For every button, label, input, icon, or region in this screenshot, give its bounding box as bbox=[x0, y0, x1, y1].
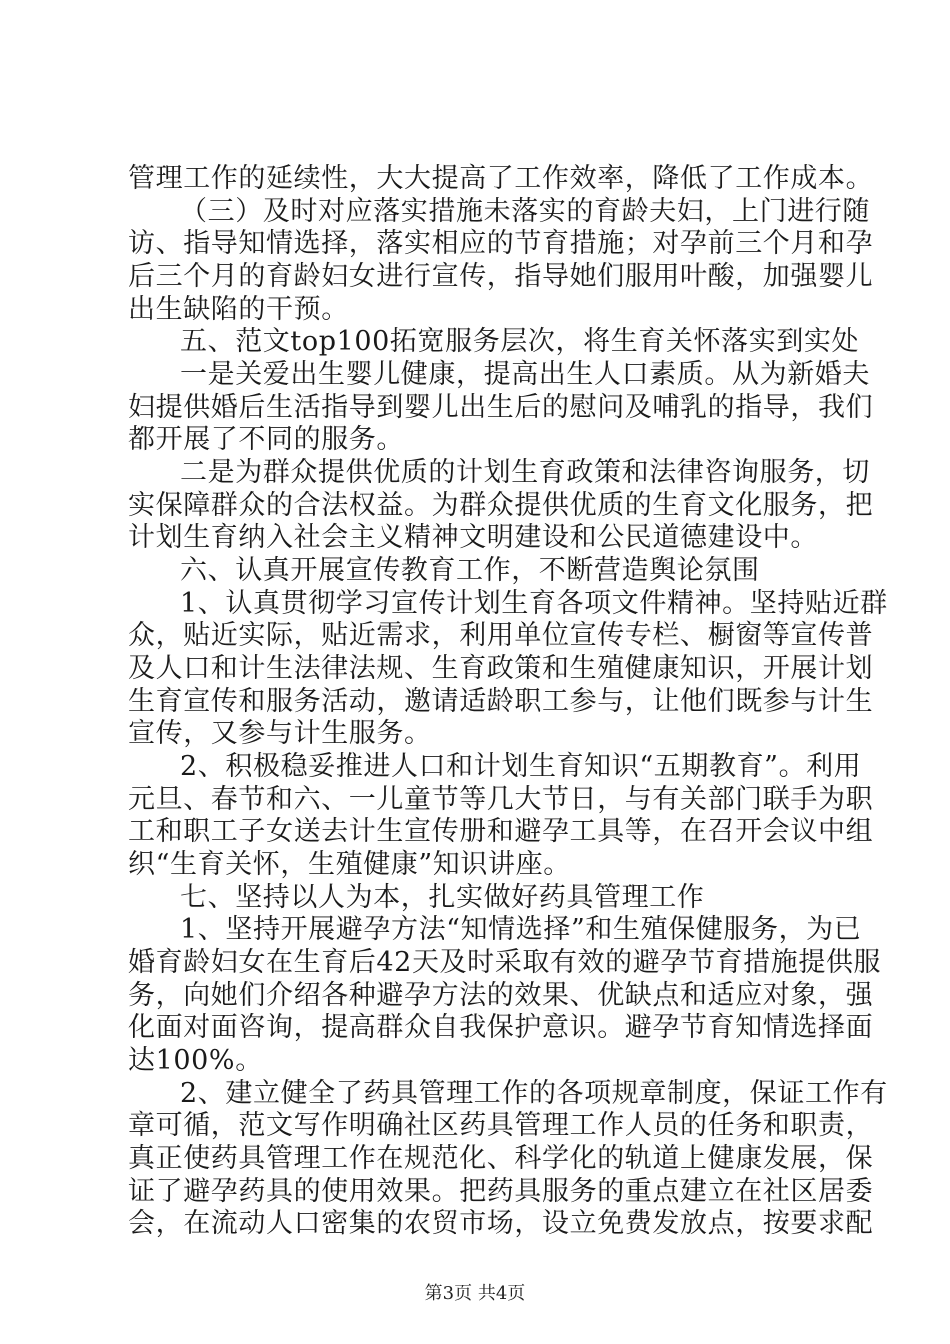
section-heading-6: 六、认真开展宣传教育工作，不断营造舆论氛围 bbox=[180, 555, 760, 586]
text-line-14: 1、认真贯彻学习宣传计划生育各项文件精神。坚持贴近群 bbox=[180, 588, 888, 619]
section-heading-5: 五、范文top100拓宽服务层次，将生育关怀落实到实处 bbox=[180, 326, 860, 357]
text-line-9: 都开展了不同的服务。 bbox=[128, 424, 404, 455]
text-line-7: 一是关爱出生婴儿健康，提高出生人口素质。从为新婚夫 bbox=[180, 359, 870, 390]
text-line-21: 工和职工子女送去计生宣传册和避孕工具等，在召开会议中组 bbox=[128, 816, 874, 847]
text-line-27: 化面对面咨询，提高群众自我保护意识。避孕节育知情选择面 bbox=[128, 1012, 874, 1043]
text-line-1: 管理工作的延续性，大大提高了工作效率，降低了工作成本。 bbox=[128, 163, 874, 194]
text-line-20: 元旦、春节和六、一儿童节等几大节日，与有关部门联手为职 bbox=[128, 784, 874, 815]
text-line-11: 实保障群众的合法权益。为群众提供优质的生育文化服务，把 bbox=[128, 490, 874, 521]
text-line-2: （三）及时对应落实措施未落实的育龄夫妇，上门进行随 bbox=[180, 196, 870, 227]
text-line-30: 章可循，范文写作明确社区药具管理工作人员的任务和职责， bbox=[128, 1110, 874, 1141]
text-line-24: 1、坚持开展避孕方法“知情选择”和生殖保健服务，为已 bbox=[180, 914, 862, 945]
text-line-3: 访、指导知情选择，落实相应的节育措施；对孕前三个月和孕 bbox=[128, 228, 874, 259]
text-line-15: 众，贴近实际，贴近需求，利用单位宣传专栏、橱窗等宣传普 bbox=[128, 620, 874, 651]
text-line-32: 证了避孕药具的使用效果。把药具服务的重点建立在社区居委 bbox=[128, 1176, 874, 1207]
text-line-18: 宣传，又参与计生服务。 bbox=[128, 718, 432, 749]
text-line-8: 妇提供婚后生活指导到婴儿出生后的慰问及哺乳的指导，我们 bbox=[128, 392, 874, 423]
text-line-25: 婚育龄妇女在生育后42天及时采取有效的避孕节育措施提供服 bbox=[128, 947, 882, 978]
text-line-29: 2、建立健全了药具管理工作的各项规章制度，保证工作有 bbox=[180, 1078, 888, 1109]
text-line-17: 生育宣传和服务活动，邀请适龄职工参与，让他们既参与计生 bbox=[128, 686, 874, 717]
text-line-28: 达100%。 bbox=[128, 1045, 263, 1076]
section-heading-7: 七、坚持以人为本，扎实做好药具管理工作 bbox=[180, 882, 705, 913]
text-line-33: 会，在流动人口密集的农贸市场，设立免费发放点，按要求配 bbox=[128, 1208, 874, 1239]
text-line-31: 真正使药具管理工作在规范化、科学化的轨道上健康发展，保 bbox=[128, 1143, 874, 1174]
text-line-10: 二是为群众提供优质的计划生育政策和法律咨询服务，切 bbox=[180, 457, 870, 488]
text-line-5: 出生缺陷的干预。 bbox=[128, 294, 349, 325]
page-number-footer: 第3页 共4页 bbox=[424, 1283, 526, 1304]
text-line-22: 织“生育关怀，生殖健康”知识讲座。 bbox=[128, 849, 571, 880]
text-line-12: 计划生育纳入社会主义精神文明建设和公民道德建设中。 bbox=[128, 522, 818, 553]
text-line-16: 及人口和计生法律法规、生育政策和生殖健康知识，开展计划 bbox=[128, 653, 874, 684]
text-line-26: 务，向她们介绍各种避孕方法的效果、优缺点和适应对象，强 bbox=[128, 980, 874, 1011]
text-line-19: 2、积极稳妥推进人口和计划生育知识“五期教育”。利用 bbox=[180, 751, 862, 782]
text-line-4: 后三个月的育龄妇女进行宣传，指导她们服用叶酸，加强婴儿 bbox=[128, 261, 874, 292]
